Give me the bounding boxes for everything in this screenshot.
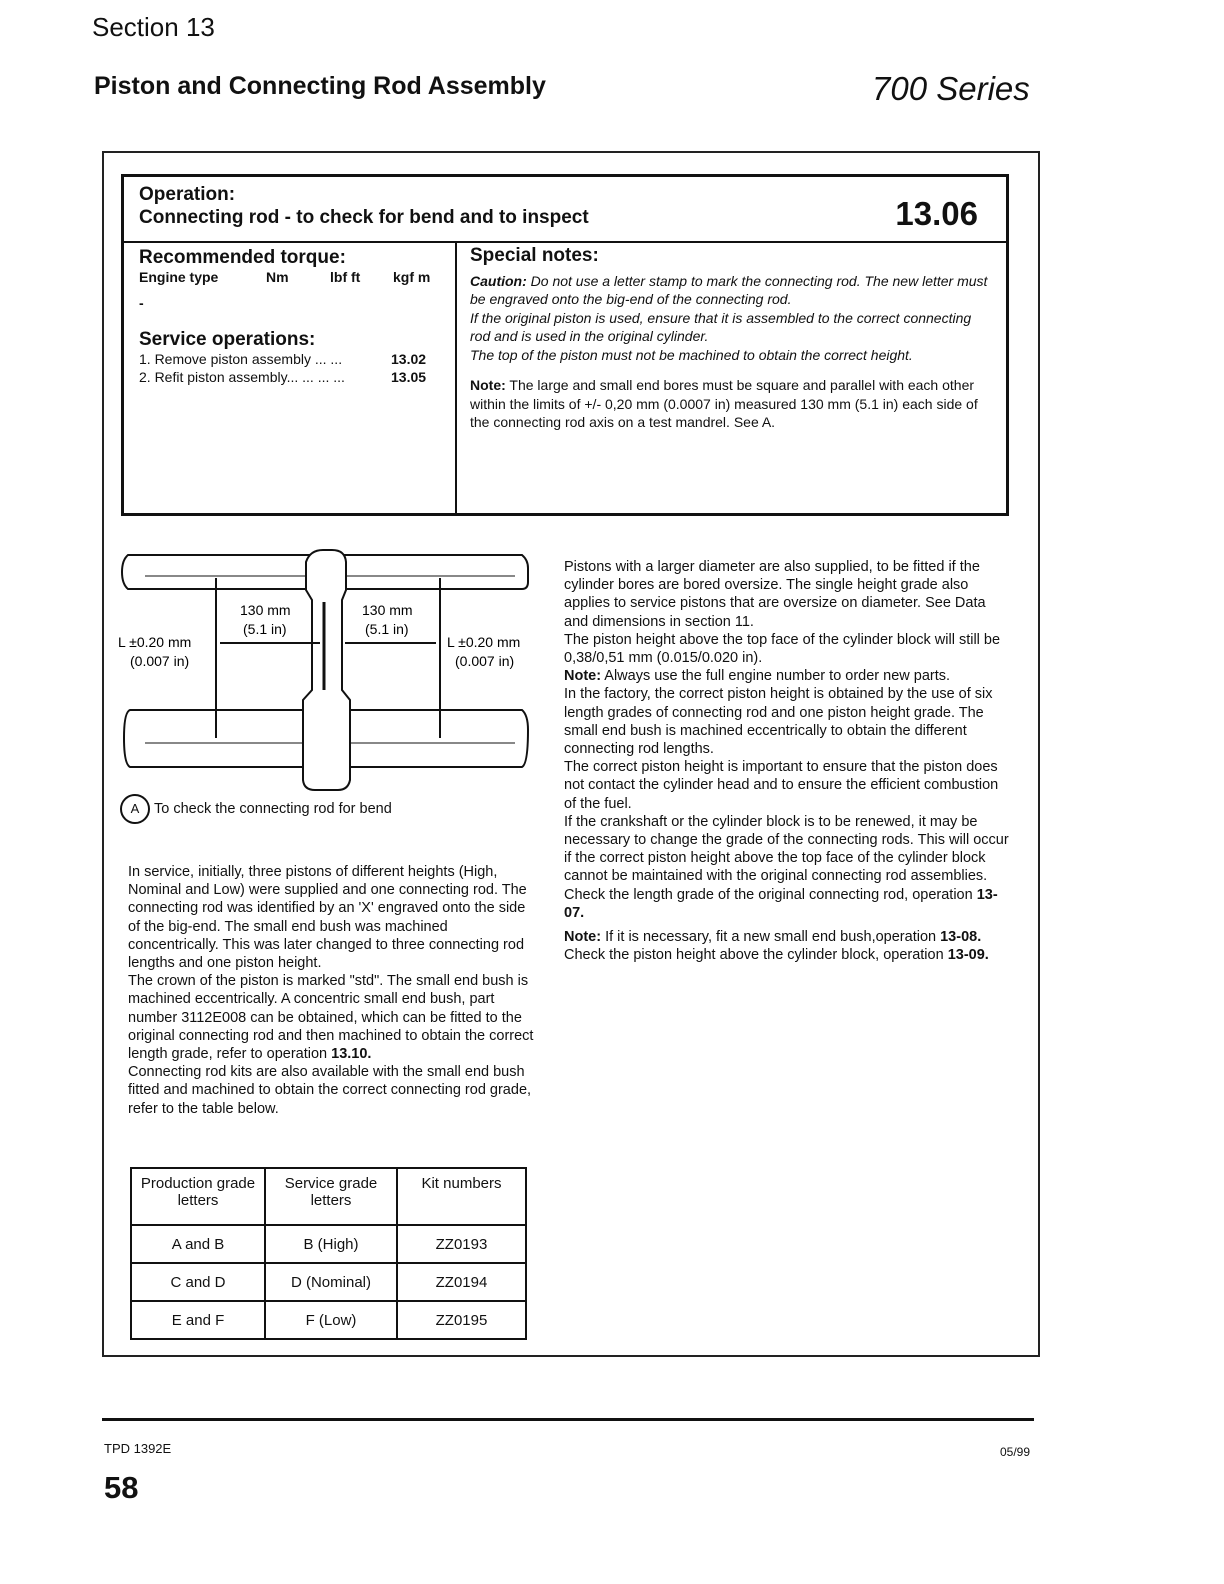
series-label: 700 Series: [872, 70, 1030, 107]
table-row: C and D D (Nominal) ZZ0194: [131, 1263, 526, 1301]
operation-label: Operation:: [139, 184, 236, 205]
col-lbf-ft: lbf ft: [330, 269, 361, 285]
page-title: Piston and Connecting Rod Assembly: [94, 72, 546, 100]
tol-right-in-label: (0.007 in): [455, 653, 515, 669]
table-header: Production grade letters Service grade letters Kit numbers: [131, 1168, 526, 1225]
figure-badge: A: [120, 794, 150, 824]
special-notes: Special notes: Caution: Do not use a letter stamp to mark the connecting rod. The new letter must be engraved onto the big-end of the connecting rod. If the original piston is used, ensure that it is assembled to the correct connecting rod and is used in the original cylinder. The top of the piston must not be machined to obtain the correct height. Note: The large and small end bores must be square and parallel with each other within the limits of +/- 0,20 mm (0.0007 in) measured 130 mm (5.1 in) each side of the connecting rod axis on a test mandrel. See A.: [470, 247, 990, 432]
connecting-rod: [303, 550, 350, 790]
torque-heading: Recommended torque:: [139, 247, 346, 268]
col-nm: Nm: [266, 269, 289, 285]
tol-left-in-label: (0.007 in): [130, 653, 190, 669]
service-heading: Service operations:: [139, 329, 316, 350]
right-text: Pistons with a larger diameter are also supplied, to be fitted if the cylinder bores are bored oversize. The single height grade also applies to service pistons that are oversize on diameter. See Data and dimensions in section 11. The piston height above the top face of the cylinder block will still be 0,38/0,51 mm (0.015/0.020 in). Note: Always use the full engine number to order new parts. In the factory, the correct piston height is obtained by the use of six length grades of connecting rod and one piston height grade. The small end bush is machined eccentrically to obtain the different connecting rod lengths. The correct piston height is important to ensure that the piston does not contact the cylinder head and to ensure the efficient combustion of the fuel. If the crankshaft or the cylinder block is to be renewed, it may be necessary to change the grade of the connecting rods. This will occur if the correct piston height above the top face of the cylinder block cannot be maintained with the original connecting rod assemblies. Check the length grade of the original connecting rod, operation 13-07. Note: If it is necessary, fit a new small end bush,operation 13-08. Check the piston height above the cylinder block, operation 13-09.: [564, 559, 1009, 964]
footer-rule: [102, 1418, 1034, 1421]
service-item: 2. Refit piston assembly... ... ... ... 13.05: [139, 369, 427, 385]
grade-table: [130, 1167, 527, 1340]
service-item: 1. Remove piston assembly ... ... 13.02: [139, 351, 427, 367]
operation-number: 13.06: [895, 195, 978, 232]
operation-name: Connecting rod - to check for bend and to inspect: [139, 207, 589, 228]
col-engine-type: Engine type: [139, 269, 219, 285]
torque-section: [139, 247, 449, 387]
special-heading: Special notes:: [470, 245, 599, 266]
table-row: E and F F (Low) ZZ0195: [131, 1301, 526, 1339]
figure-caption: A To check the connecting rod for bend: [120, 794, 392, 824]
dist-left-label: 130 mm: [240, 602, 291, 618]
dist-left-in-label: (5.1 in): [243, 621, 287, 637]
section-label: Section 13: [92, 12, 215, 42]
col-kgf-m: kgf m: [393, 269, 431, 285]
left-text: In service, initially, three pistons of different heights (High, Nominal and Low) were supplied and one connecting rod. The connecting rod was identified by an 'X' engraved onto the side of the big-end. The small end bush was machined concentrically. This was later changed to three connecting rod lengths and one piston height. The crown of the piston is marked "std". The small end bush is machined eccentrically. A concentric small end bush, part number 3112E008 can be obtained, which can be fitted to the original connecting rod and then machined to obtain the correct length grade, refer to operation 13.10. Connecting rod kits are also available with the small end bush fitted and machined to obtain the correct connecting rod grade, refer to the table below.: [128, 864, 534, 1117]
operation-header: [124, 177, 1006, 243]
table-row: A and B B (High) ZZ0193: [131, 1225, 526, 1263]
connecting-rod-diagram: [110, 540, 550, 800]
torque-value: -: [139, 295, 144, 311]
date-code: 05/99: [1000, 1445, 1031, 1459]
dist-right-in-label: (5.1 in): [365, 621, 409, 637]
service-ref: 13.02: [391, 351, 427, 367]
operation-box: [121, 174, 1009, 516]
tol-left-label: L ±0.20 mm: [118, 634, 192, 650]
dist-right-label: 130 mm: [362, 602, 413, 618]
service-ref: 13.05: [391, 369, 427, 385]
doc-code: TPD 1392E: [104, 1441, 172, 1456]
divider: [455, 241, 457, 513]
page-number: 58: [104, 1470, 139, 1505]
tol-right-label: L ±0.20 mm: [447, 634, 521, 650]
